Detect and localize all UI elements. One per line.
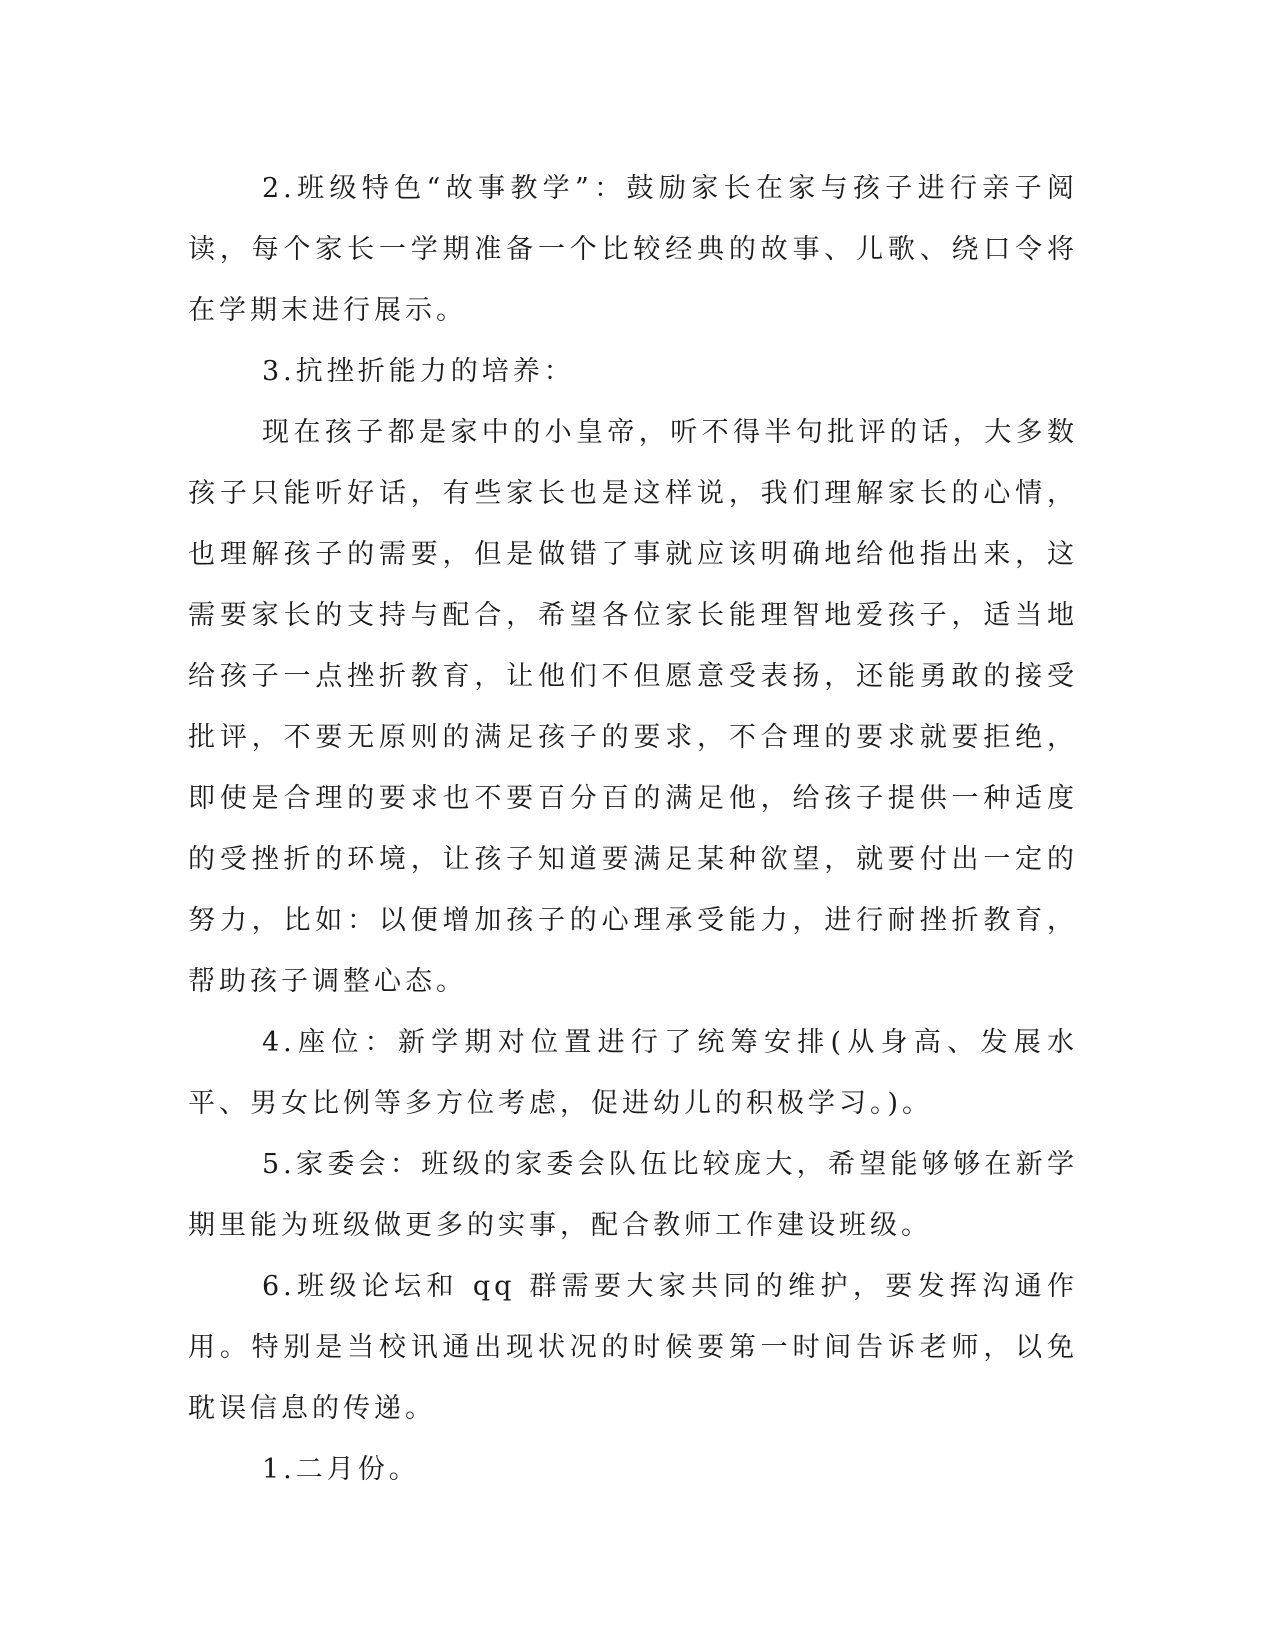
paragraph-parent-committee: 5.家委会：班级的家委会队伍比较庞大，希望能够够在新学期里能为班级做更多的实事，配合教师工作建设班级。 <box>188 1149 1078 1241</box>
paragraph-frustration-body: 现在孩子都是家中的小皇帝，听不得半句批评的话，大多数孩子只能听好话，有些家长也是这样说，我们理解家长的心情，也理解孩子的需要，但是做错了事就应该明确地给他指出来，这需要家长的支持与配合，希望各位家长能理智地爱孩子，适当地给孩子一点挫折教育，让他们不但愿意受表扬，还能勇敢的接受批评，不要无原则的满足孩子的要求，不合理的要求就要拒绝，即使是合理的要求也不要百分百的满足他，给孩子提供一种适度的受挫折的环境，让孩子知道要满足某种欲望，就要付出一定的努力，比如：以便增加孩子的心理承受能力，进行耐挫折教育，帮助孩子调整心态。 <box>188 417 1078 997</box>
document-body <box>188 158 1078 1500</box>
paragraph-february: 1.二月份。 <box>262 1454 420 1485</box>
paragraph-forum-qq: 6.班级论坛和 qq 群需要大家共同的维护，要发挥沟通作用。特别是当校讯通出现状况的时候要第一时间告诉老师，以免耽误信息的传递。 <box>188 1271 1078 1424</box>
paragraph-story-teaching: 2.班级特色“故事教学”：鼓励家长在家与孩子进行亲子阅读，每个家长一学期准备一个比较经典的故事、儿歌、绕口令将在学期末进行展示。 <box>188 173 1078 326</box>
paragraph-frustration-heading: 3.抗挫折能力的培养： <box>262 356 575 387</box>
paragraph-seating: 4.座位：新学期对位置进行了统筹安排(从身高、发展水平、男女比例等多方位考虑，促进幼儿的积极学习。)。 <box>188 1027 1078 1119</box>
